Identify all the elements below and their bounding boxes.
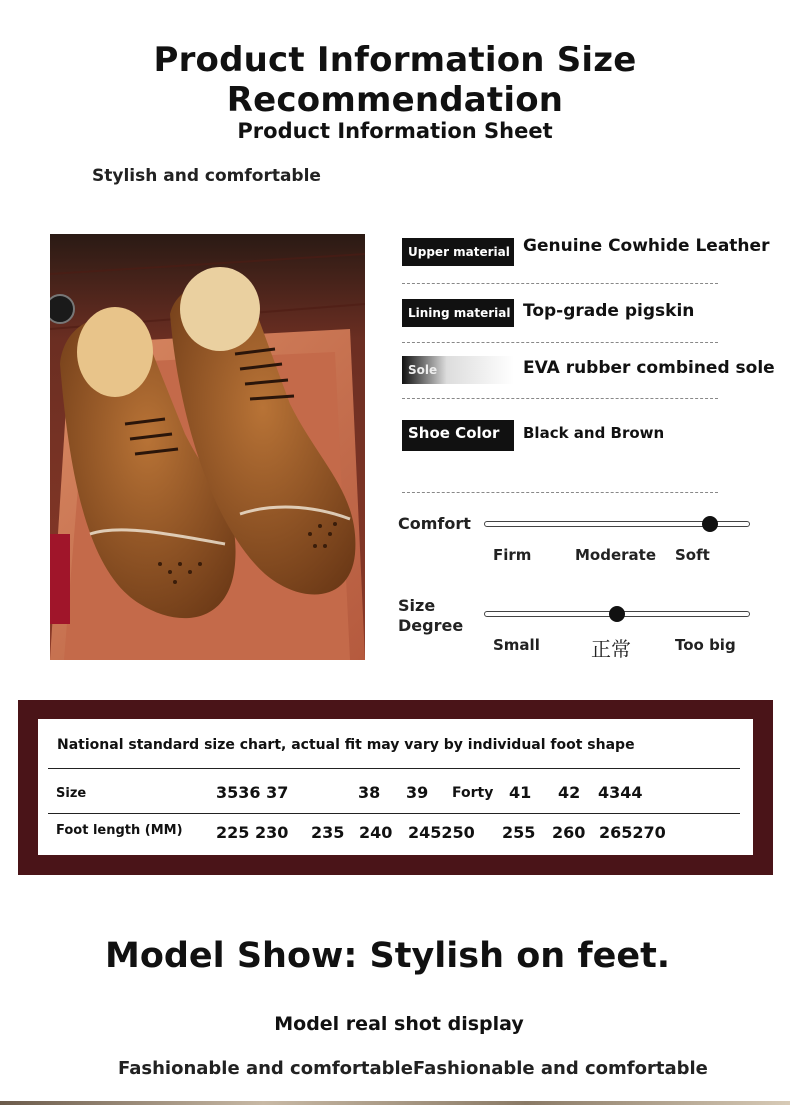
comfort-scale-soft: Soft bbox=[675, 546, 710, 564]
size-scale-small: Small bbox=[493, 636, 540, 654]
size-cell: 39 bbox=[406, 783, 429, 802]
sheet-subtitle: Stylish and comfortable bbox=[92, 166, 321, 186]
spec-value-upper: Genuine Cowhide Leather bbox=[523, 236, 770, 256]
product-photo bbox=[50, 234, 365, 660]
model-show-subtitle: Model real shot display bbox=[274, 1013, 524, 1035]
spec-label-sole: Sole bbox=[402, 356, 514, 384]
size-chart-note: National standard size chart, actual fit may vary by individual foot shape bbox=[57, 737, 635, 753]
model-show-caption: Fashionable and comfortableFashionable and comfortable bbox=[118, 1058, 708, 1079]
comfort-scale-firm: Firm bbox=[493, 546, 532, 564]
length-cell: 260 bbox=[552, 823, 586, 842]
divider bbox=[402, 492, 718, 493]
spec-value-lining: Top-grade pigskin bbox=[523, 301, 695, 321]
table-rule bbox=[48, 813, 740, 814]
size-cell: Forty bbox=[452, 785, 494, 801]
comfort-indicator bbox=[702, 516, 718, 532]
size-cell: 4344 bbox=[598, 783, 643, 802]
size-degree-label-line2: Degree bbox=[398, 616, 464, 635]
size-degree-indicator bbox=[609, 606, 625, 622]
comfort-label: Comfort bbox=[398, 514, 471, 533]
divider bbox=[402, 342, 718, 343]
length-row-header: Foot length (MM) bbox=[56, 823, 183, 838]
size-cell: 38 bbox=[358, 783, 381, 802]
divider bbox=[402, 398, 718, 399]
size-row-header: Size bbox=[56, 786, 87, 801]
length-cell: 245250 bbox=[408, 823, 475, 842]
model-photo-strip bbox=[0, 1101, 790, 1105]
spec-value-sole: EVA rubber combined sole bbox=[523, 358, 775, 378]
length-cell: 255 bbox=[502, 823, 536, 842]
size-scale-too-big: Too big bbox=[675, 636, 736, 654]
model-show-title: Model Show: Stylish on feet. bbox=[105, 936, 671, 976]
length-cell: 235 bbox=[311, 823, 345, 842]
table-rule bbox=[48, 768, 740, 769]
length-cell: 225 230 bbox=[216, 823, 289, 842]
divider bbox=[402, 283, 718, 284]
sheet-title: Product Information Sheet bbox=[237, 119, 553, 143]
spec-value-color: Black and Brown bbox=[523, 424, 665, 442]
size-cell: 3536 37 bbox=[216, 783, 289, 802]
size-cell: 42 bbox=[558, 783, 581, 802]
length-cell: 240 bbox=[359, 823, 393, 842]
spec-label-color: Shoe Color bbox=[402, 420, 514, 451]
size-cell: 41 bbox=[509, 783, 532, 802]
page-title: Product Information Size Recommendation bbox=[153, 40, 637, 120]
size-scale-normal: 正常 bbox=[591, 637, 631, 661]
spec-label-upper: Upper material bbox=[402, 238, 514, 266]
comfort-scale-moderate: Moderate bbox=[575, 546, 657, 564]
length-cell: 265270 bbox=[599, 823, 666, 842]
size-degree-label-line1: Size bbox=[398, 596, 436, 615]
spec-label-lining: Lining material bbox=[402, 299, 514, 327]
